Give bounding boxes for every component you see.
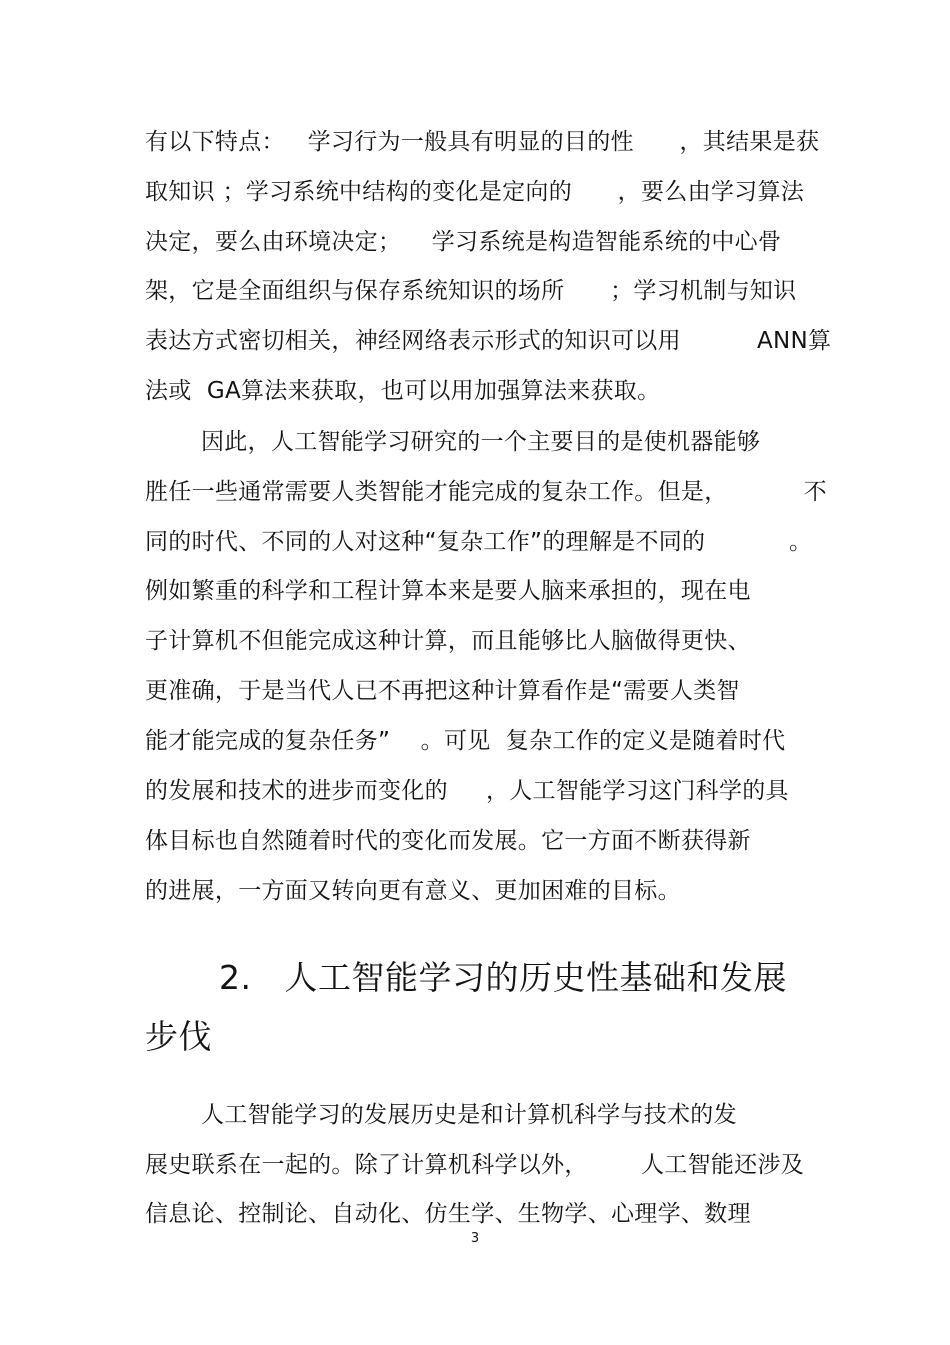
paragraph-1-line-3: 决定，要么由环境决定； 学习系统是构造智能系统的中心骨: [145, 229, 782, 255]
paragraph-2-line-9: 体目标也自然随着时代的变化而发展。它一方面不断获得新: [145, 828, 751, 854]
paragraph-3-line-3: 信息论、控制论、自动化、仿生学、生物学、心理学、数理: [145, 1201, 751, 1227]
paragraph-2-line-7: 能才能完成的复杂任务” 。可见 复杂工作的定义是随着时代: [145, 728, 786, 754]
paragraph-1-line-1: 有以下特点： 学习行为一般具有明显的目的性 ，其结果是获: [145, 129, 820, 155]
paragraph-2-line-2: 胜任一些通常需要人类智能才能完成的复杂工作。但是， 不: [145, 479, 827, 505]
paragraph-2-line-4: 例如繁重的科学和工程计算本来是要人脑来承担的，现在电: [145, 578, 751, 604]
section-heading-line-2: 步伐: [145, 1017, 212, 1056]
paragraph-2-line-6: 更准确，于是当代人已不再把这种计算看作是“需要人类智: [145, 678, 740, 704]
paragraph-1-line-6: 法或 GA算法来获取，也可以用加强算法来获取。: [145, 378, 661, 404]
paragraph-3-line-1: 人工智能学习的发展历史是和计算机科学与技术的发: [201, 1102, 737, 1128]
paragraph-1-line-4: 架，它是全面组织与保存系统知识的场所 ；学习机制与知识: [145, 278, 797, 304]
paragraph-2-line-1: 因此，人工智能学习研究的一个主要目的是使机器能够: [201, 429, 761, 455]
page-number: 3: [470, 1231, 480, 1246]
paragraph-2-line-8: 的发展和技术的进步而变化的 ，人工智能学习这门科学的具: [145, 778, 789, 804]
paragraph-2-line-3: 同的时代、不同的人对这种“复杂工作”的理解是不同的 。: [145, 529, 813, 555]
paragraph-2-line-10: 的进展，一方面又转向更有意义、更加困难的目标。: [145, 878, 681, 904]
paragraph-1-line-5: 表达方式密切相关，神经网络表示形式的知识可以用 ANN算: [145, 328, 832, 354]
paragraph-2-line-5: 子计算机不但能完成这种计算，而且能够比人脑做得更快、: [145, 628, 751, 654]
section-heading-line-1: 2. 人工智能学习的历史性基础和发展: [219, 958, 787, 997]
paragraph-1-line-2: 取知识 ；学习系统中结构的变化是定向的 ，要么由学习算法: [145, 179, 805, 205]
paragraph-3-line-2: 展史联系在一起的。除了计算机科学以外， 人工智能还涉及: [145, 1152, 805, 1178]
